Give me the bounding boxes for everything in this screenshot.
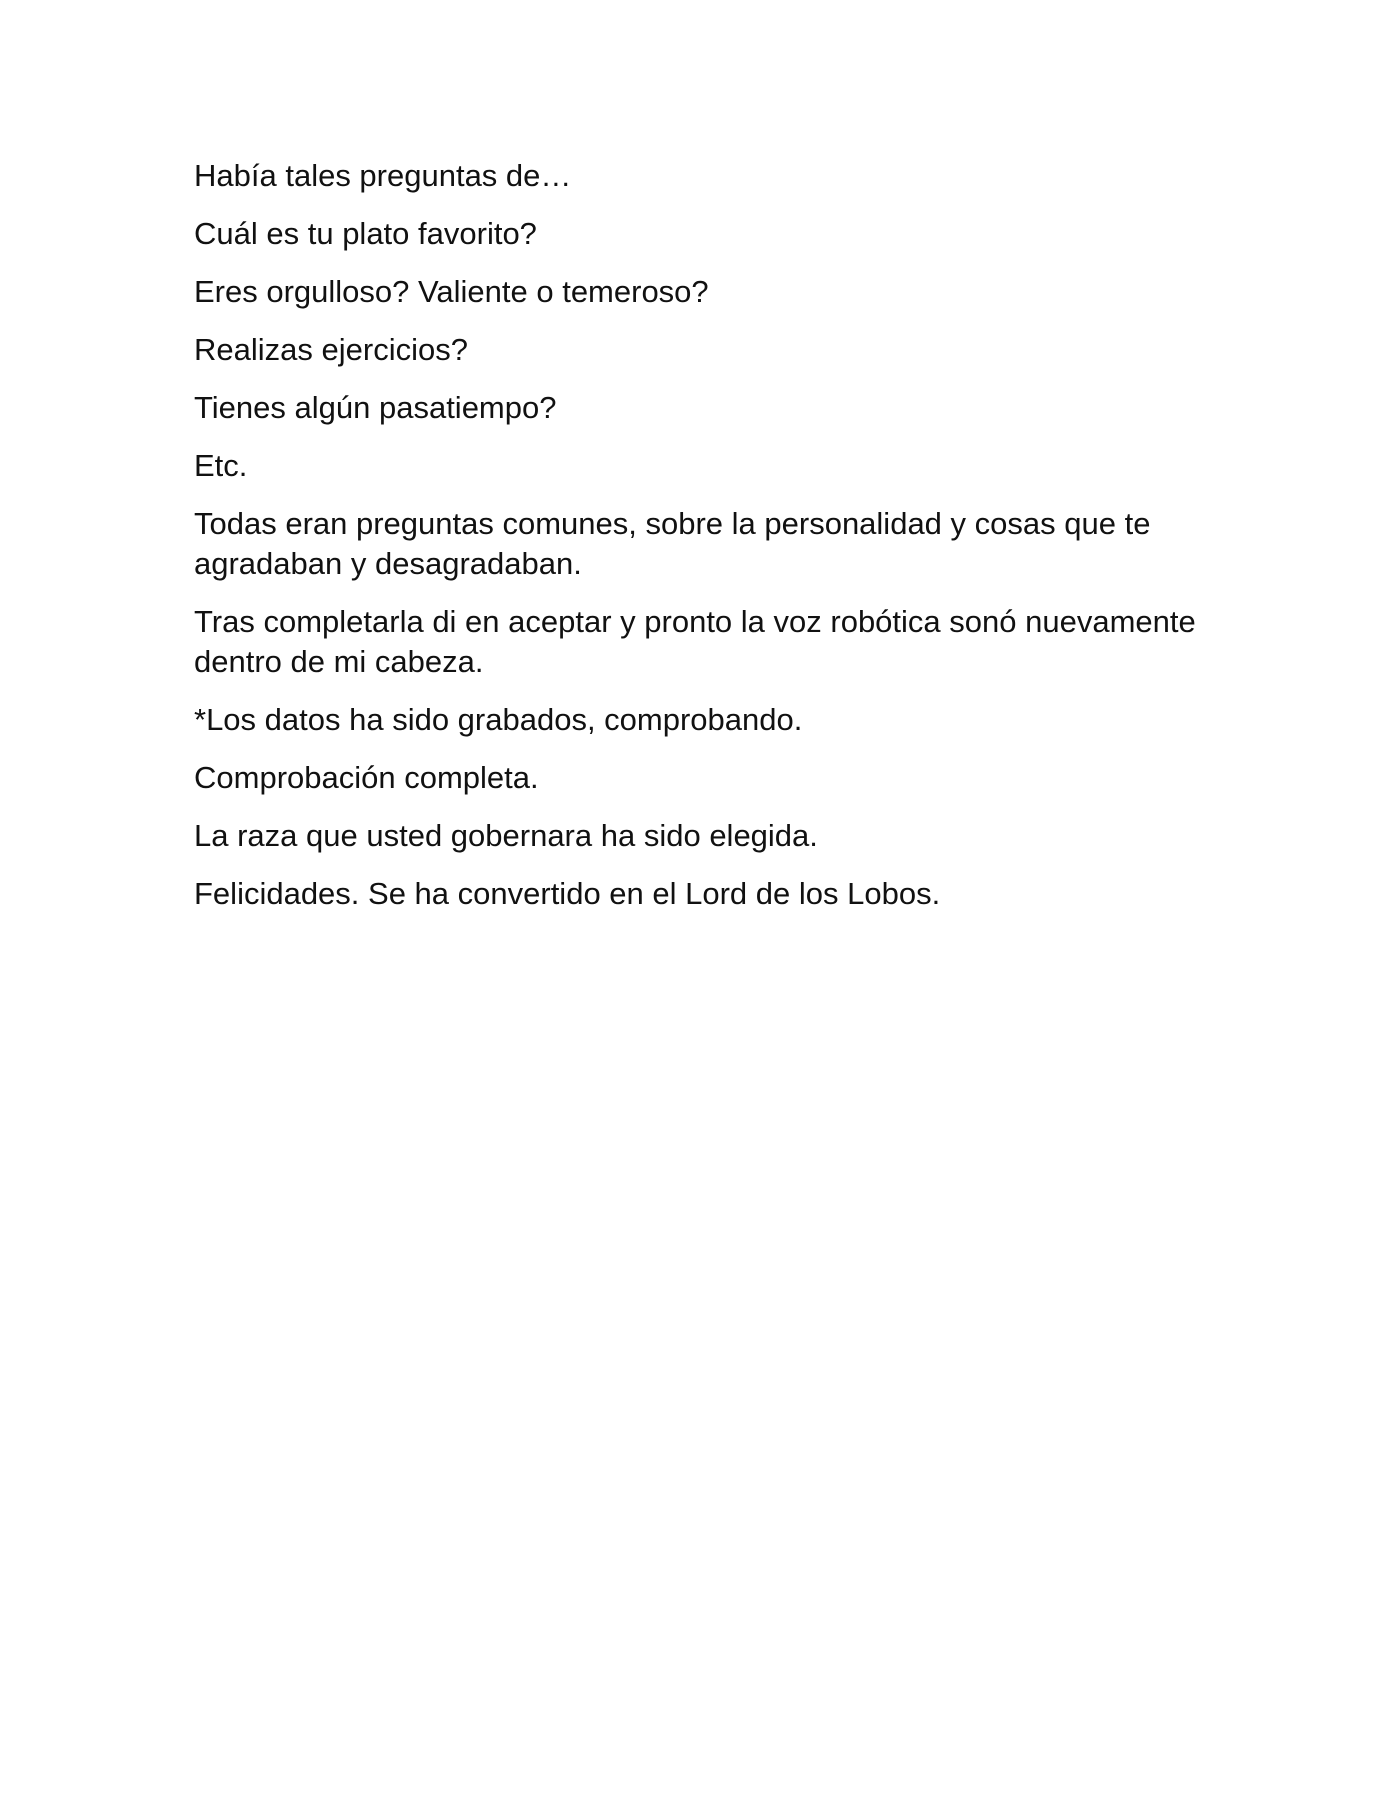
paragraph-race-chosen: La raza que usted gobernara ha sido elegida. (194, 818, 818, 853)
paragraph-question-favorite-dish: Cuál es tu plato favorito? (194, 216, 537, 251)
document-body (194, 156, 1214, 932)
paragraph-check-complete: Comprobación completa. (194, 760, 539, 795)
paragraph-wolf-lord: Felicidades. Se ha convertido en el Lord de los Lobos. (194, 876, 941, 911)
paragraph-data-recorded: *Los datos ha sido grabados, comprobando. (194, 702, 803, 737)
paragraph-common-questions: Todas eran preguntas comunes, sobre la personalidad y cosas que te agradaban y desagradaban. (194, 506, 1151, 581)
paragraph-question-hobby: Tienes algún pasatiempo? (194, 390, 557, 425)
paragraph-question-proud: Eres orgulloso? Valiente o temeroso? (194, 274, 709, 309)
paragraph-etc: Etc. (194, 448, 248, 483)
paragraph-question-exercise: Realizas ejercicios? (194, 332, 468, 367)
paragraph-robotic-voice: Tras completarla di en aceptar y pronto la voz robótica sonó nuevamente dentro de mi cabeza. (194, 604, 1196, 679)
paragraph-questions-intro: Había tales preguntas de… (194, 158, 572, 193)
